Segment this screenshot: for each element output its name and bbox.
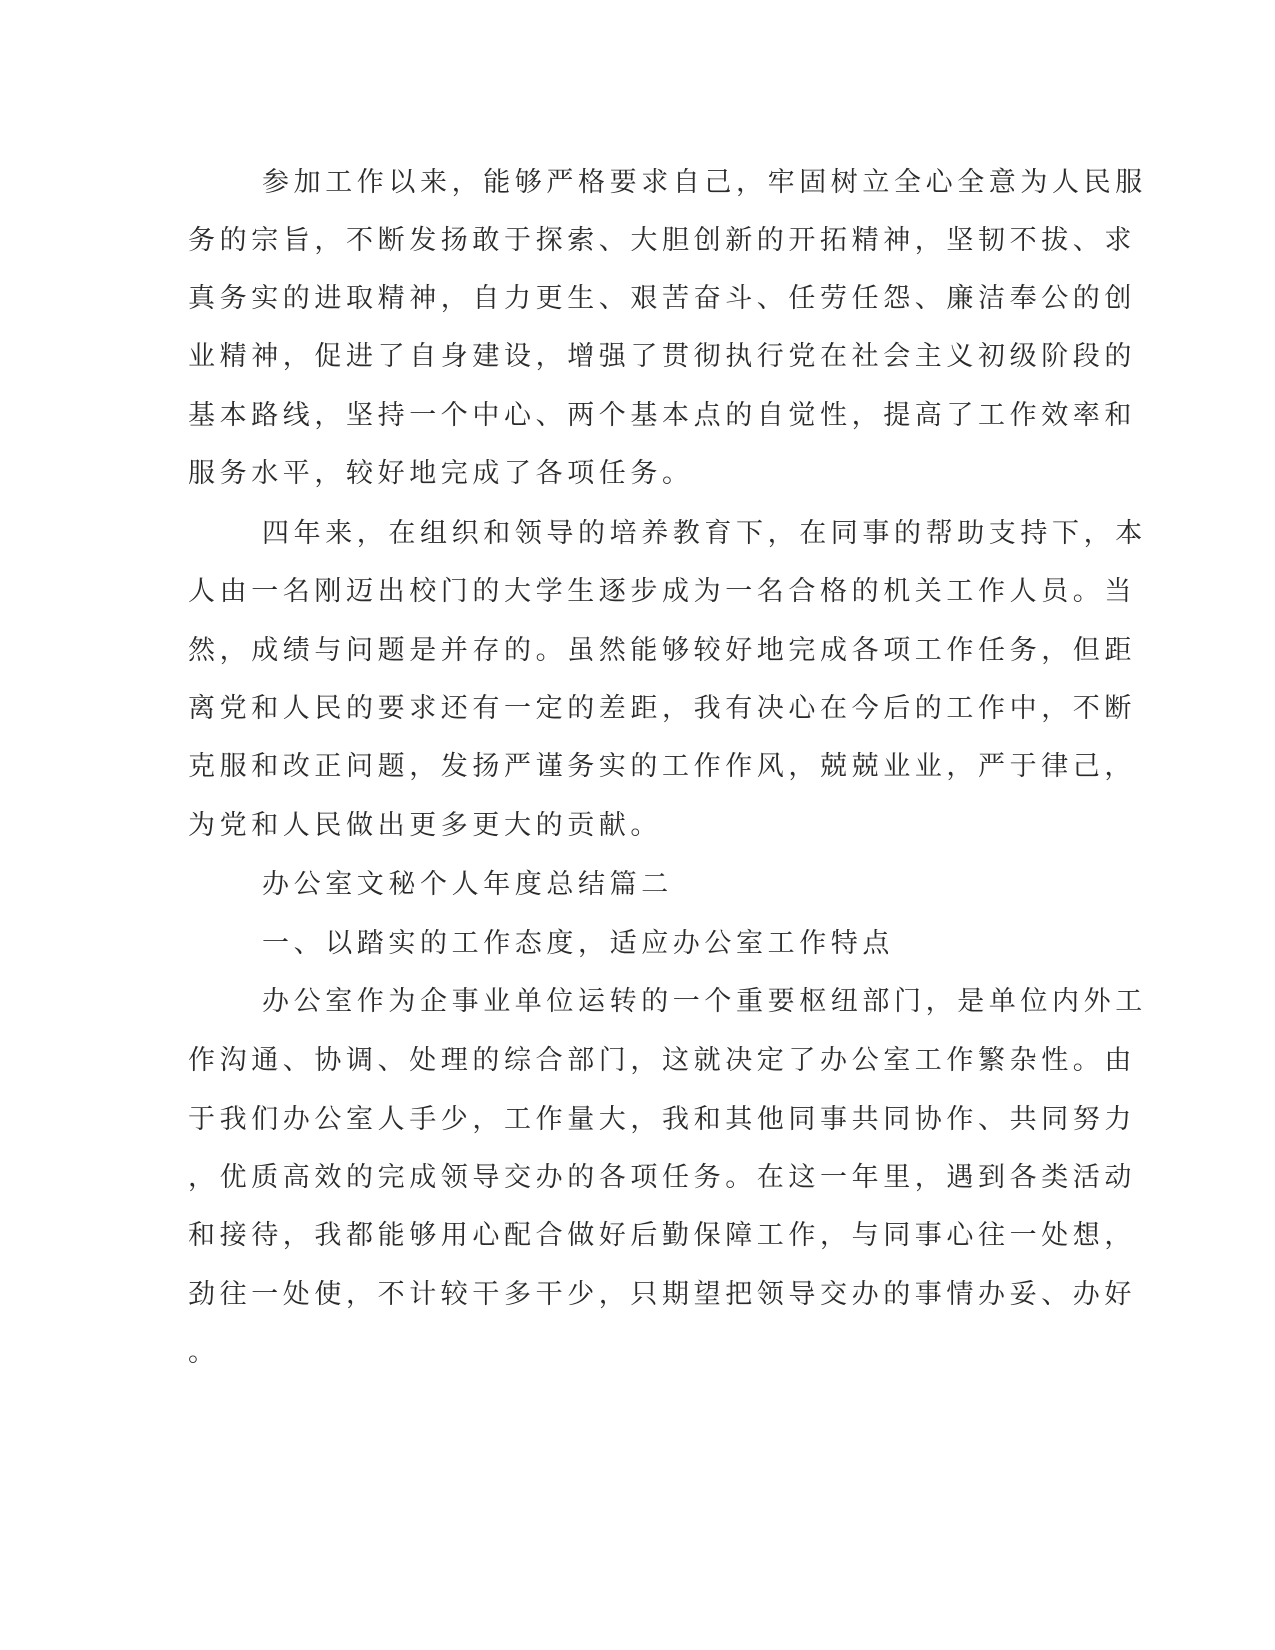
paragraph-3-line-5: 和接待，我都能够用心配合做好后勤保障工作，与同事心往一处想， bbox=[188, 1220, 1136, 1251]
paragraph-1-line-6: 服务水平，较好地完成了各项任务。 bbox=[188, 458, 694, 489]
paragraph-3-line-6: 劲往一处使，不计较干多干少，只期望把领导交办的事情办妥、办好 bbox=[188, 1279, 1136, 1310]
paragraph-1-line-4: 业精神，促进了自身建设，增强了贯彻执行党在社会主义初级阶段的 bbox=[188, 341, 1136, 372]
subheading-1: 一、以踏实的工作态度，适应办公室工作特点 bbox=[262, 928, 894, 959]
paragraph-2-line-4: 离党和人民的要求还有一定的差距，我有决心在今后的工作中，不断 bbox=[188, 693, 1136, 724]
paragraph-2-line-6: 为党和人民做出更多更大的贡献。 bbox=[188, 810, 662, 841]
paragraph-2-line-5: 克服和改正问题，发扬严谨务实的工作作风，兢兢业业，严于律己， bbox=[188, 751, 1136, 782]
paragraph-1-line-3: 真务实的进取精神，自力更生、艰苦奋斗、任劳任怨、廉洁奉公的创 bbox=[188, 283, 1136, 314]
paragraph-3-line-2: 作沟通、协调、处理的综合部门，这就决定了办公室工作繁杂性。由 bbox=[188, 1045, 1136, 1076]
paragraph-1-line-2: 务的宗旨，不断发扬敢于探索、大胆创新的开拓精神，坚韧不拔、求 bbox=[188, 225, 1136, 256]
paragraph-2-line-1: 四年来，在组织和领导的培养教育下，在同事的帮助支持下，本 bbox=[262, 518, 1147, 549]
paragraph-1-line-1: 参加工作以来，能够严格要求自己，牢固树立全心全意为人民服 bbox=[262, 167, 1147, 198]
paragraph-3-line-3: 于我们办公室人手少，工作量大，我和其他同事共同协作、共同努力 bbox=[188, 1104, 1136, 1135]
section-title: 办公室文秘个人年度总结篇二 bbox=[262, 869, 673, 900]
paragraph-1-line-5: 基本路线，坚持一个中心、两个基本点的自觉性，提高了工作效率和 bbox=[188, 400, 1136, 431]
paragraph-2-line-2: 人由一名刚迈出校门的大学生逐步成为一名合格的机关工作人员。当 bbox=[188, 576, 1136, 607]
paragraph-3-line-4: ，优质高效的完成领导交办的各项任务。在这一年里，遇到各类活动 bbox=[188, 1162, 1136, 1193]
paragraph-3-line-1: 办公室作为企事业单位运转的一个重要枢纽部门，是单位内外工 bbox=[262, 986, 1147, 1017]
paragraph-3-line-7: 。 bbox=[188, 1337, 220, 1368]
paragraph-2-line-3: 然，成绩与问题是并存的。虽然能够较好地完成各项工作任务，但距 bbox=[188, 635, 1136, 666]
